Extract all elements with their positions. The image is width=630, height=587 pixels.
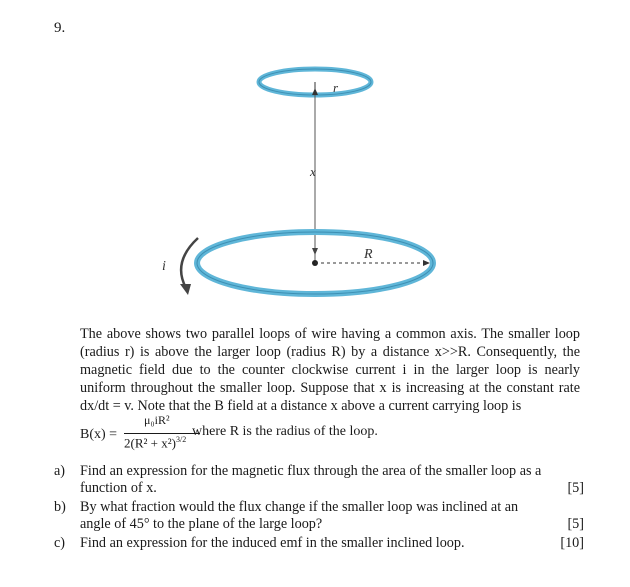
part-label: b) <box>54 499 66 515</box>
part-c <box>54 535 584 552</box>
question-number: 9. <box>54 20 66 36</box>
part-b <box>54 499 584 533</box>
part-text-line1: Find an expression for the induced emf in the smaller inclined loop. <box>80 535 465 551</box>
axis-arrow-head <box>312 248 318 255</box>
label-i: i <box>162 259 166 274</box>
problem-paragraph: The above shows two parallel loops of wire having a common axis. The smaller loop (radius r) is above the larger loop (radius R) by a distance x>>R. Consequently, the magnetic field due to the counter clockwise current i in the larger loop is nearly uniform throughout the smaller loop. Suppose that x is increasing at the constant rate dx/dt = v. Note that the B field at a distance x above a current carrying loop is <box>80 326 580 414</box>
R-arrow-head <box>423 260 430 266</box>
part-text-line1: By what fraction would the flux change if the smaller loop was inclined at an <box>80 499 519 515</box>
formula-where: where R is the radius of the loop. <box>192 424 378 439</box>
question-parts <box>54 463 584 554</box>
part-label: a) <box>54 463 66 479</box>
fraction-bar <box>124 433 200 434</box>
formula-denominator: 2(R² + x²) <box>124 435 176 451</box>
part-marks: [5] <box>567 480 584 496</box>
part-text-line1: Find an expression for the magnetic flux through the area of the smaller loop as a <box>80 463 542 479</box>
part-text-line2: angle of 45° to the plane of the large loop? <box>80 516 323 532</box>
part-a <box>54 463 584 497</box>
label-x: x <box>310 164 316 179</box>
r-arrow-head <box>312 88 318 95</box>
part-label: c) <box>54 535 66 551</box>
formula-denominator-wrap <box>124 435 186 451</box>
part-text-line2: function of x. <box>80 480 157 496</box>
label-r: r <box>333 80 339 95</box>
label-R: R <box>364 247 373 262</box>
part-marks: [10] <box>560 535 584 551</box>
formula-numerator: μ₀iR² <box>144 413 170 427</box>
current-arrow-head <box>180 284 191 295</box>
formula-exponent: 3/2 <box>175 435 187 444</box>
formula-lhs: B(x) = <box>80 427 118 442</box>
part-marks: [5] <box>567 516 584 532</box>
